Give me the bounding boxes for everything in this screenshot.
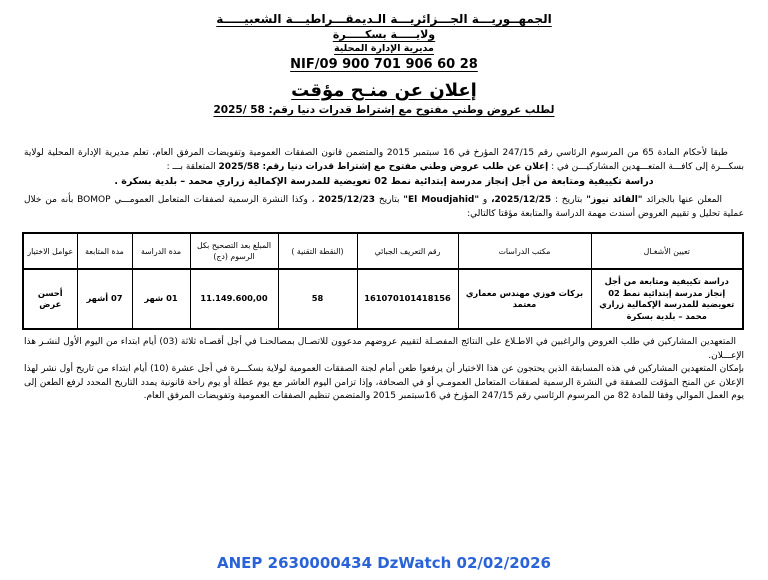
cell-amount: 11.149.600,00 — [190, 269, 278, 329]
pub-date-1: 2025/12/25، — [491, 195, 552, 205]
newspaper-1: "القائد نيوز" — [586, 195, 643, 205]
newspaper-2: "El Moudjahid" — [403, 195, 480, 205]
results-consultation-notice: المتعهدين المشاركين في طلب العروض والراغبين في الاطـلاع على النتائج المفصـلة لتقييم عروضهم مدعوون للاتصـال بمصالحنـا في أجل أقصـاه ثلاثة (03) أيام ابتداء من اليوم الأول لنشـر هذا الإعـــلان. — [24, 337, 744, 361]
cell-technical-score: 58 — [278, 269, 357, 329]
pub-text-4: بتاريخ — [375, 195, 404, 205]
pub-text-3: و — [479, 195, 492, 205]
appeal-notice: بإمكان المتعهدين المشاركين في هذه المسابقة الذين يحتجون عن هذا الاختيار أن يرفعوا طعن أمام لجنة الصفقات العمومية لولاية بسكـــرة في أجل عشرة (10) أيام ابتداء من تاريخ أول نشر لهذا الإعلان عن المنح المؤقت للصفقة في النشرة الرسمية لصفقات المتعامل العمومـي أو في الصحافة، وإذا تزامن اليوم العاشر مع يوم عطلة أو يوم راحة قانونية يمدد التاريخ المحدد لرفع الطعن إلى يوم العمل الموالي وفقا للمادة 82 من المرسوم الرئاسي رقم 247/15 المؤرخ في 16سبتمبر 2015 والمتضمن تنظيم الصفقات العمومية وتفويضات المرفق العام. — [24, 364, 744, 401]
col-header-tax-id: رقم التعريف الجبائي — [357, 233, 458, 269]
intro-paragraph — [24, 146, 744, 174]
intro-text-1: طبقا لأحكام المادة 65 من المرسوم الرئاسي رقم 247/15 المؤرخ في 16 سبتمبر 2015 والمتضمن قانون الصفقات العمومية وتفويضات المرفق العام، تعلم مديرية الإدارة المحلية لولاية بسكـــرة إلى كافـــة المتعـــهدين المشاركيـــن في : — [24, 148, 744, 172]
publication-paragraph — [24, 193, 744, 221]
cell-followup-duration: 07 أشهر — [77, 269, 132, 329]
cell-tax-id: 161070101418156 — [357, 269, 458, 329]
col-header-works: تعيين الأشغـال — [591, 233, 743, 269]
cell-study-duration: 01 شهر — [132, 269, 190, 329]
award-table — [22, 232, 744, 330]
directorate-name: مديرية الإدارة المحلية — [334, 43, 434, 54]
col-header-study-duration: مدة الدراسة — [132, 233, 190, 269]
wilaya-name: ولايـــــة بسكـــــرة — [332, 28, 436, 41]
pub-text-1: المعلن عنها بالجرائد — [642, 195, 723, 205]
republic-name: الجمهــوريـــة الجـــزائريـــة الـديمقـــراطيـــة الشعبيـــــة — [216, 12, 552, 26]
col-header-amount: المبلغ بعد التصحيح بكل الرسوم (دج) — [190, 233, 278, 269]
col-header-criteria: عوامل الاختيار — [23, 233, 77, 269]
intro-tender-bold: إعلان عن طلب عروض وطني مفتوح مع إشتراط قدرات دنيا رقم: 2025/58 — [218, 162, 549, 172]
table-row — [23, 269, 743, 329]
page-subtitle: لطلب عروض وطني مفتوح مع إشتراط قدرات دنيا رقم: 58 /2025 — [213, 104, 555, 116]
pub-date-2: 2025/12/23 — [318, 195, 376, 205]
page-title: إعلان عن منـح مؤقت — [291, 80, 477, 101]
nif-number: NIF/09 900 701 906 60 28 — [290, 57, 478, 72]
project-designation: دراسة تكييفية ومتابعة من أجل إنجاز مدرسة إبتدائية نمط 02 تعويضية للمدرسة الإكمالية زراري محمد – بلدية بسكرة . — [114, 176, 654, 187]
table-header-row — [23, 233, 743, 269]
pub-text-5: ، وكذا النشرة الرسمية لصفقات المتعامل العمومـــي BOMOP بأنه من خلال عملية تحليل و تقييم العروض أسندت مهمة الدراسة والمتابعة مؤقتا كالتالي: — [24, 195, 744, 219]
cell-criteria: أحسن عرض — [23, 269, 77, 329]
col-header-technical-score: (النقطة التقنية ) — [278, 233, 357, 269]
pub-text-2: بتاريخ : — [551, 195, 587, 205]
anep-footer: ANEP 2630000434 DzWatch 02/02/2026 — [217, 554, 551, 572]
cell-works: دراسة تكييفية ومتابعة من أجل إنجاز مدرسة إبتدائية نمط 02 تعويضية للمدرسة الإكمالية زراري محمد – بلدية بسكرة — [591, 269, 743, 329]
cell-study-office: بركات فوزي مهندس معماري معتمد — [458, 269, 591, 329]
col-header-study-office: مكتب الدراسات — [458, 233, 591, 269]
document-header — [24, 12, 744, 116]
col-header-followup-duration: مدة المتابعة — [77, 233, 132, 269]
project-designation-line — [24, 175, 744, 189]
intro-text-2: المتعلقة بـــ : — [166, 162, 219, 172]
